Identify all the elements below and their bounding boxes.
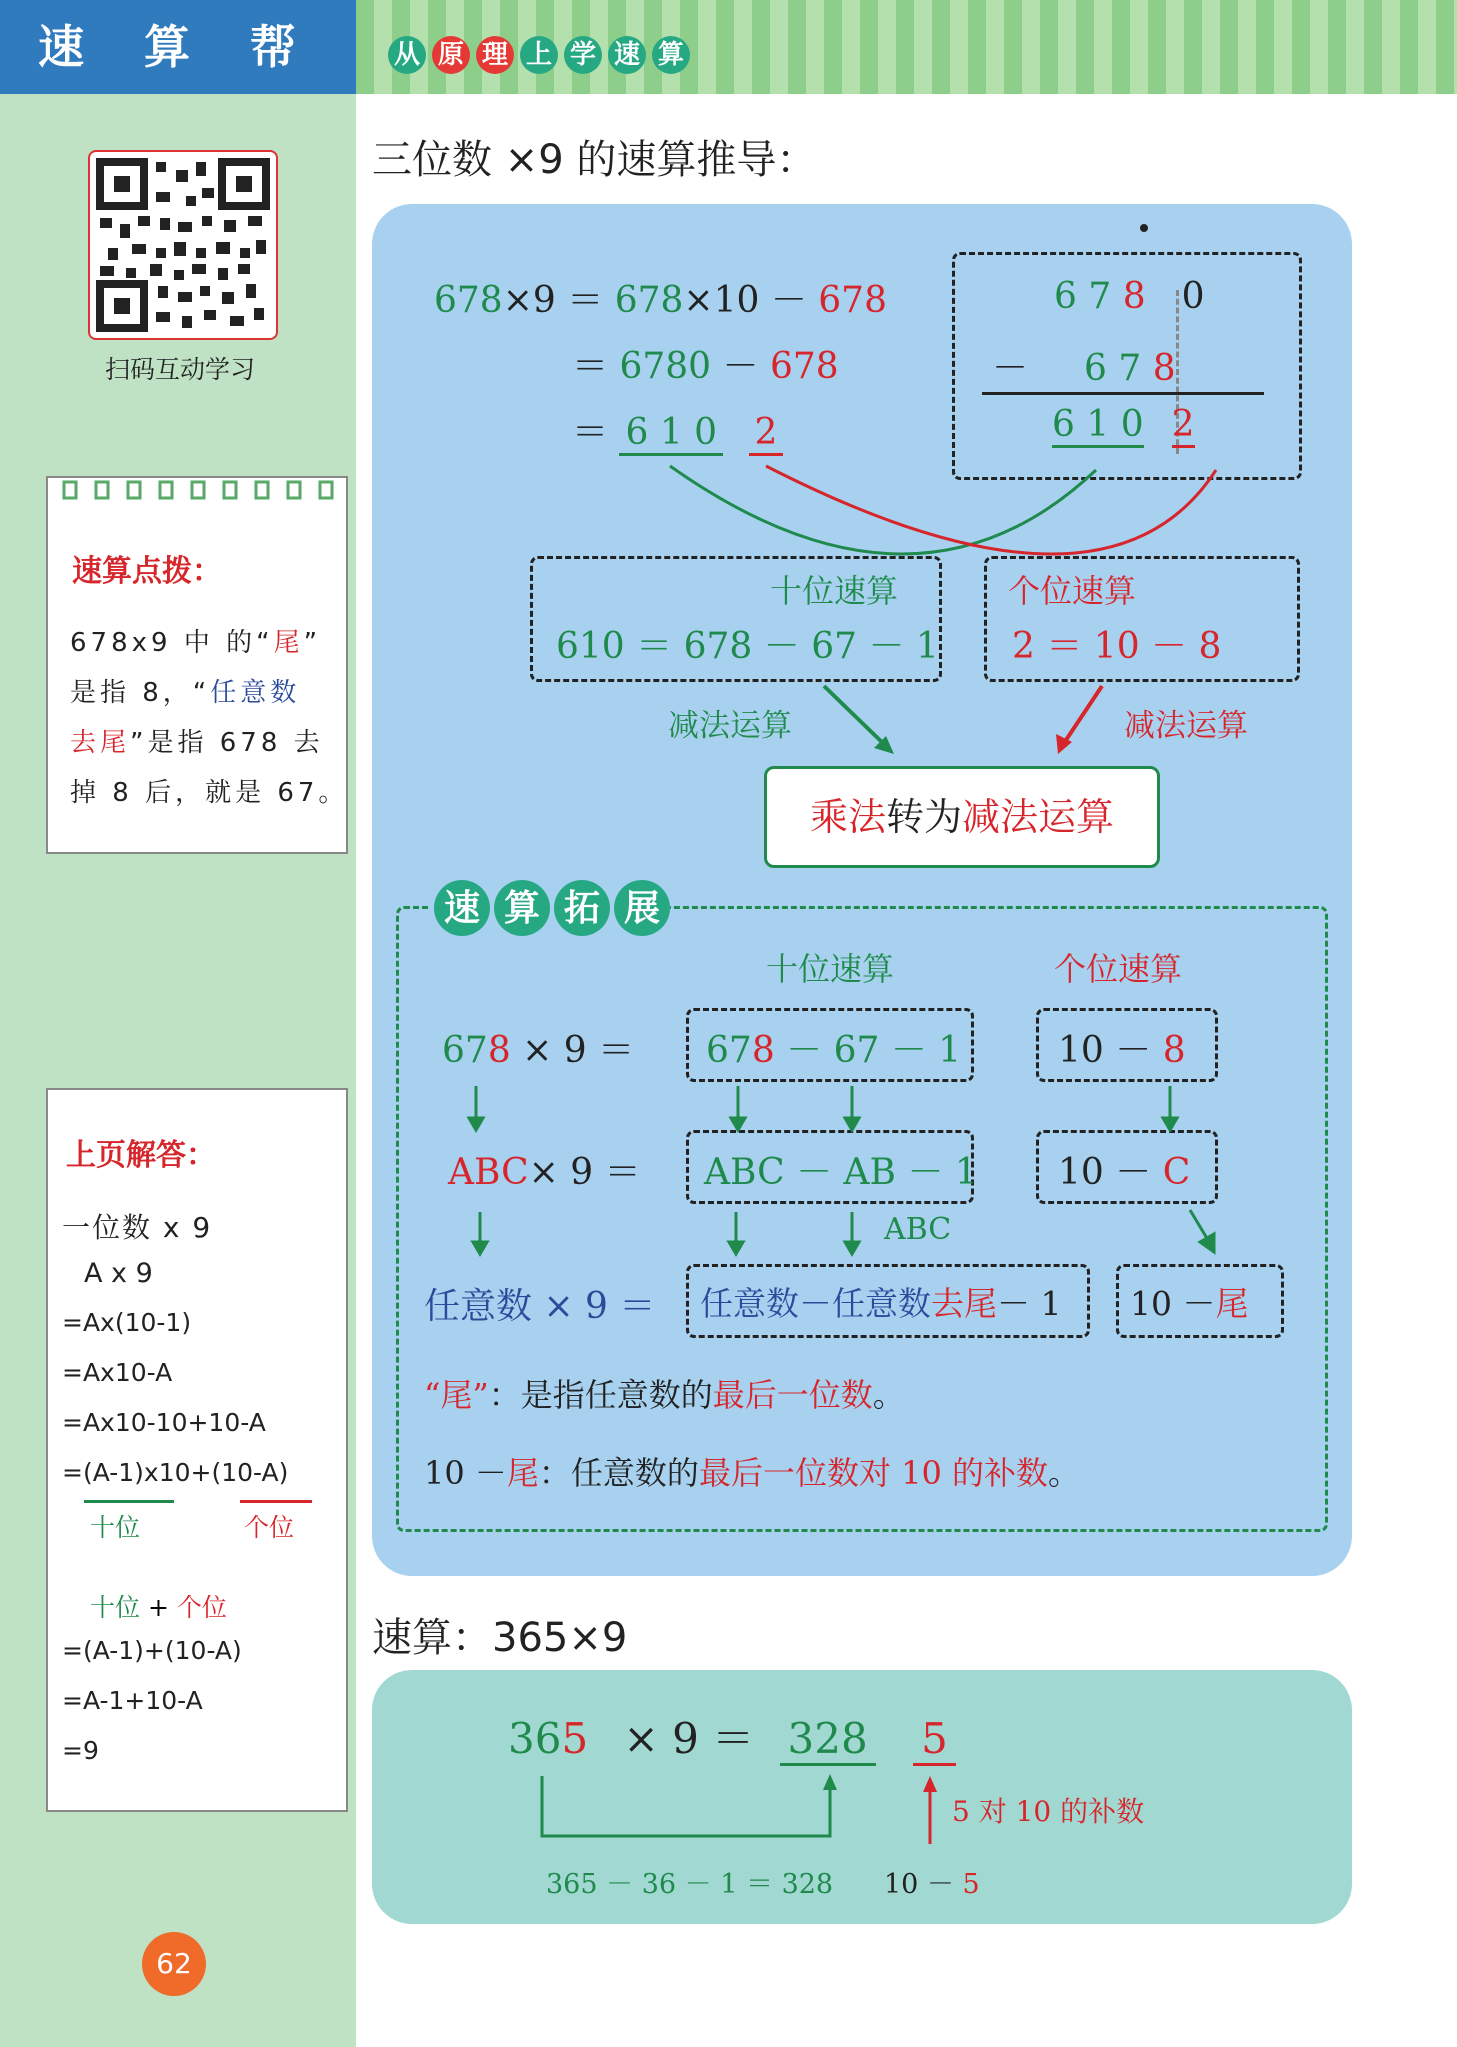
extension-char: 算: [494, 880, 550, 936]
tip-line-1: 678x9 中 的“尾”: [70, 628, 322, 658]
extension-char: 展: [614, 880, 670, 936]
equation-line-2: ＝ 6780 － 678: [572, 346, 839, 387]
units-underline: [240, 1500, 312, 1503]
tip-title: 速算点拨：: [72, 554, 222, 589]
ext-note-2: 10 －尾：任意数的最后一位数对 10 的补数。: [424, 1454, 1081, 1492]
qr-caption: 扫码互动学习: [104, 355, 255, 384]
ext-row2-left: ABC× 9 ＝: [448, 1152, 641, 1193]
example-calc-units: 10 － 5: [884, 1869, 980, 1900]
nav-pill: 速: [608, 36, 646, 74]
answer-title: 上页解答：: [66, 1138, 216, 1173]
tip-line-2: 是指 8，“任意数: [70, 678, 301, 708]
ext-row1-tens: 678 － 67 － 1: [706, 1030, 962, 1071]
ext-row3-left: 任意数 × 9 ＝: [424, 1286, 656, 1327]
ext-row3-tens: 任意数－任意数去尾－ 1: [700, 1284, 1062, 1323]
answer-line: =(A-1)x10+(10-A): [62, 1458, 289, 1487]
extension-char: 拓: [554, 880, 610, 936]
ext-note-1: “尾”：是指任意数的最后一位数。: [424, 1376, 905, 1414]
example-calc-tens: 365 － 36 － 1 ＝ 328: [546, 1869, 834, 1900]
nav-pill: 算: [652, 36, 690, 74]
ext-row2-tens: ABC － AB － 1: [704, 1152, 978, 1193]
answer-line: =Ax10-A: [62, 1358, 173, 1387]
units-calc-title: 个位速算: [1008, 572, 1137, 610]
col-units-title: 个位速算: [1054, 950, 1183, 988]
vsub-row-3: 6 1 0 2: [1052, 404, 1195, 445]
subtraction-label-left: 减法运算: [668, 708, 792, 744]
answer-line: 十位 + 个位: [90, 1593, 227, 1622]
tens-calc-expr: 610 ＝ 678 － 67 － 1: [556, 626, 939, 667]
units-calc-expr: 2 ＝ 10 － 8: [1012, 626, 1222, 667]
example-note: 5 对 10 的补数: [952, 1795, 1145, 1828]
nav-pill: 原: [432, 36, 470, 74]
answer-line: A x 9: [84, 1258, 153, 1289]
answer-line: =Ax(10-1): [62, 1308, 192, 1337]
nav-pill: 学: [564, 36, 602, 74]
notepad-rings-icon: [48, 478, 346, 508]
tip-line-3: 去尾”是指 678 去: [70, 728, 324, 758]
answer-line: =Ax10-10+10-A: [62, 1408, 266, 1437]
tens-underline: [84, 1500, 174, 1503]
qr-icon: [90, 152, 276, 338]
ext-row1-units: 10 － 8: [1058, 1030, 1186, 1071]
tip-line-4: 掉 8 后，就是 67。: [70, 778, 349, 808]
answer-line: =9: [62, 1736, 99, 1765]
tens-calc-title: 十位速算: [770, 572, 899, 610]
ext-row1-left: 678 × 9 ＝: [442, 1030, 635, 1071]
answer-line: 一位数 x 9: [62, 1211, 213, 1244]
brand-title: 速 算 帮: [0, 0, 356, 94]
equation-line-1: 678×9 ＝ 678×10 － 678: [434, 280, 887, 321]
vsub-row-1: 6 7 8 0: [1054, 276, 1205, 317]
page-number: 62: [142, 1932, 206, 1996]
section-heading-2: 速算：365×9: [372, 1615, 628, 1661]
ext-row3-units: 10 －尾: [1130, 1284, 1249, 1323]
extension-char: 速: [434, 880, 490, 936]
answer-line: =(A-1)+(10-A): [62, 1636, 242, 1665]
nav-pill: 从: [388, 36, 426, 74]
section-heading: 三位数 ×9 的速算推导：: [372, 137, 817, 183]
ext-row2-units: 10 － C: [1058, 1152, 1191, 1193]
conclusion-box: 乘法转为减法运算: [764, 766, 1160, 868]
nav-pill: 理: [476, 36, 514, 74]
equation-line-3: ＝ 6 1 0 2: [572, 404, 783, 455]
vsub-row-2: － 6 7 8: [992, 348, 1176, 389]
example-equation: 365 × 9 ＝ 328 5: [508, 1706, 956, 1766]
nav-pill: 上: [520, 36, 558, 74]
answer-line: 个位: [244, 1513, 295, 1542]
col-tens-title: 十位速算: [766, 950, 895, 988]
answer-line: =A-1+10-A: [62, 1686, 203, 1715]
ext-row2-hint: ABC: [884, 1212, 952, 1247]
qr-code[interactable]: [88, 150, 278, 340]
answer-line: 十位: [90, 1513, 141, 1542]
down-arrows: [356, 1070, 1256, 1270]
subtraction-label-right: 减法运算: [1124, 708, 1248, 744]
